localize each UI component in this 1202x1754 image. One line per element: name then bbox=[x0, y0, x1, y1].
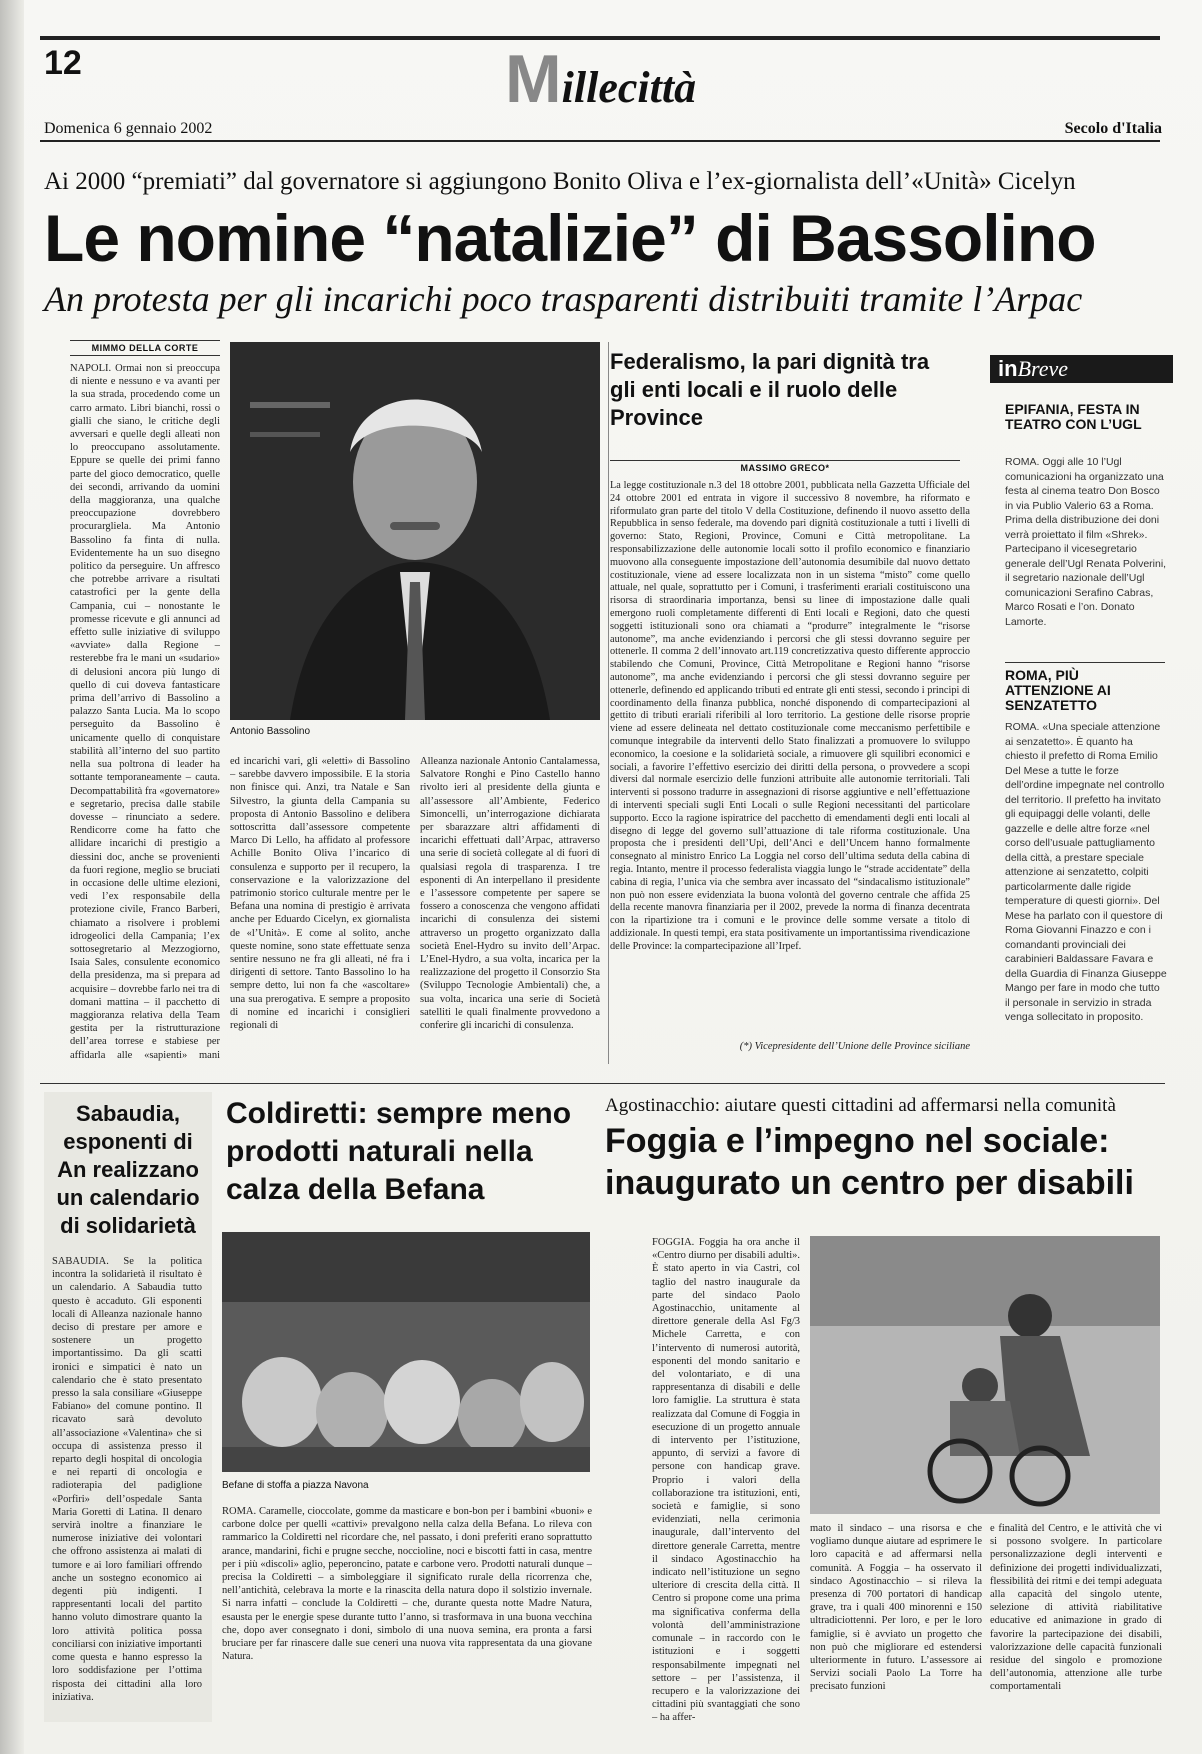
foggia-column-1: FOGGIA. Foggia ha ora anche il «Centro diurno per disabili adulti». È stato aperto in via Castri, col taglio del nastro inaugurale da parte del sindaco Paolo Agostinacchio, unitamente al direttore generale della Asl Fg/3 Michele Carretta, e con l’intervento di numerosi autorità, esponenti del mondo sanitario e del volontariato, e di una rappresentanza di disabili e delle loro famiglie. La struttura è stata realizzata dal Comune di Foggia in esecuzione di un progetto annuale di intervento per l’istituzione, appunto, di servizi a favore di persone con handicap grave. Proprio i valori della collaborazione tra istituzioni, enti, società e famiglie, si sono evidenziati, nella cerimonia inaugurale, dall’intervento del direttore generale Carretta, mentre il sindaco Agostinacchio ha indicato nell’istituzione un segno ulteriore di crescita della città. Il Centro si propone come una prima ma significativa conferma della volontà dell’amministrazione comunale – in raccordo con le istituzioni e i soggetti responsabilmente impegnati nel settore – per l’assistenza, il recupero e la valorizzazione dei cittadini più svantaggiati che sono – ha affer- bbox=[652, 1237, 800, 1724]
section-title bbox=[505, 41, 697, 117]
section-rest: illecittà bbox=[561, 63, 697, 112]
issue-date: Domenica 6 gennaio 2002 bbox=[44, 120, 213, 137]
foggia-column-3: e finalità del Centro, e le attività che vi si possono svolgere. In particolare personalizzazione degli interventi e definizione dei progetti individualizzati, flessibilità dei ritmi e dei tempi adeguata alla capacità del singolo utente, selezione di attività riabilitative educative ed animazione in grado di favorire la partecipazione dei disabili, valorizzazione delle capacità funzionali residue del singolo e promozione dell’autonomia, attenzione alle turbe comportamentali bbox=[990, 1523, 1162, 1693]
sabaudia-title: Sabaudia, esponenti di An realizzano un calendario di solidarietà bbox=[56, 1101, 200, 1238]
in-breve-label bbox=[990, 355, 1173, 383]
lead-column-3: Alleanza nazionale Antonio Cantalamessa, Salvatore Ronghi e Pino Castello hanno rivolto ieri al presidente della giunta e all’assessore all’Ambiente, Federico Simoncelli, un’interrogazione dichiarata per sbarazzare altri affidamenti di incarichi effettuati dall’Arpac, attraverso una serie di società collegate al di fuori di qualsiasi regola di trasparenza. I tre esponenti di An interpellano il presidente e l’assessore competente per sapere se fossero a conoscenza che vengono affidati incarichi di consulenza dei sistemi attraverso un progetto organizzato dalla società Enel-Hydro su invito dell’Arpac. L’Enel-Hydro, a sua volta, incarica per la realizzazione del progetto il Consorzio Sta (Sviluppo Tecnologie Ambientali) che, a sua volta, incarica una serie di Società satelliti le quali finalmente provvedono a conferire gli incarichi di consulenza. bbox=[420, 756, 600, 1032]
lead-byline: MIMMO DELLA CORTE bbox=[70, 340, 220, 356]
top-rule bbox=[40, 36, 1160, 40]
breve-2-text: ROMA. «Una speciale attenzione ai senzatetto». È quanto ha chiesto il prefetto di Roma Emilio Del Mese a tutte le forze dell’ordine impegnate nel controllo del territorio. Il prefetto ha invitato gli equipaggi delle volanti, delle gazzelle e delle altre forze «nel corso dell’usuale pattugliamento della città, a prestare speciale attenzione ai senzatetto, colpiti particolarmente dalle rigide temperature di questi giorni». Del Mese ha parlato con il questore di Roma Giovanni Finazzo e con i comandanti provinciali dei carabinieri Baldassare Favara e della Guardia di Finanza Giuseppe Mango per fare in modo che tutto il personale in servizio in strada venga sollecitato in proposito. bbox=[1005, 721, 1167, 1023]
coldiretti-body: ROMA. Caramelle, cioccolate, gomme da masticare e bon-bon per i bambini «buoni» e carbone dolce per quelli «cattivi» prevalgono nella calza della Befana. Lo rileva con rammarico la Coldiretti nel ricordare che, nel passato, i doni preferiti erano soprattutto arance, mandarini, fichi e prugne secche, noccioline, noci e biscotti fatti in casa, mentre per i più «discoli» aglio, peperoncino, patate e carbone vero. Prodotti naturali dunque – precisa la Coldiretti – a simboleggiare il significato rurale della ricorrenza che, nell’antichità, celebrava la morte e la rinascita della natura dopo il solstizio invernale. Si narra infatti – conclude la Coldiretti – che, durante questa notte Madre Natura, esausta per le energie spese durante tutto l’anno, si trasformava in una buona vecchina che, dopo aver consegnato i doni, simbolo di una nuova semina, era pronta a farsi bruciare per far rinascere dalle sue ceneri una nuova vita rappresentata da una giovane Natura. bbox=[222, 1506, 592, 1663]
bassolino-caption: Antonio Bassolino bbox=[230, 726, 311, 737]
column-divider bbox=[608, 342, 609, 1064]
wheelchair-illustration bbox=[810, 1236, 1160, 1514]
foggia-headline: Foggia e l’impegno nel sociale: inaugurato un centro per disabili bbox=[605, 1122, 1134, 1202]
lead-column-1: NAPOLI. Ormai non si preoccupa di niente e nessuno e va avanti per la sua strada, procedendo come un carro armato. Libri bianchi, rossi o gialli che siano, le critiche degli avversari e quelle degli alleati non lo preoccupano assolutamente. Eppure se quelle dei primi fanno parte del gioco democratico, quelle dei secondi, arrivando da uomini della maggioranza, una qualche preoccupazione dovrebbero procurargliela. Ma Antonio Bassolino fa finta di nulla. Evidentemente ha un suo disegno politico da perseguire. Un affresco che potrebbe arrivare a risultati catastrofici per la gente della Campania, cui – nonostante le promesse ricevute e gli annunci ad effetto sulle iniziative di sviluppo «avviate» dalla Regione – resterebbe fra le mani un «sudario» di delusioni ancora più lungo di quello di cui doveva fantasticare prima dell’arrivo di Bassolino a palazzo Santa Lucia. Ma lo scopo perseguito da Bassolino è unicamente quello di conquistare stabilità all’interno del suo partito nella sua poltrona di leader ha sottante temporaneamente – cauta. Decompattabilità fra «governatore» e segretario, precisa dalle stabile dovesse – rinunciato a sedere. Rendicorre come ha fatto che allidare incarichi di prestigio a diessini doc, anche se provenienti da fuori regione, meglio se bruciati in occasione delle ultime elezioni, vedi l’ex responsabile della protezione civile, Franco Barberi, chiamato a risolvere i problemi idrogeolici della Campania; l’ex sottosegretario al Mezzogiorno, Isaia Sales, consulente economico della presidenza, ma si prepara ad acquisire – dovrebbe farlo nei tra di domani mattina – il pacchetto di maggioranza relativa della Team gestita per la ristrutturazione dell’area torrese e stabiese per affidarla alle «sapienti» mani bbox=[70, 363, 220, 1061]
newspaper-name: Secolo d'Italia bbox=[1064, 120, 1162, 137]
federalismo-body: La legge costituzionale n.3 del 18 ottobre 2001, pubblicata nella Gazzetta Ufficiale del 24 ottobre 2001 ed entrata in vigore il successivo 8 novembre, ha riformato e riformulato gran parte del titolo V della Costituzione, definendo il nuovo assetto della Repubblica in senso federale, ma dovendo pari dignità costituzionale a tutti i livelli di governo: Stato, Regioni, Province, Comuni e Città metropolitane. La responsabilizzazione delle autonomie locali sotto il profilo economico e finanziario muovono alla conseguente impostazione dell’autonomia desumibile dal nuovo dettato costituzionale, viene ad essere localizzata non in un sistema “misto” come quello attuale, nel quale, soprattutto per i Comuni, i trasferimenti erariali costituiscono una risorsa di straordinaria importanza, bensì su linee di impostazione dalle quali emergono ruoli completamente differenti di Enti locali e Regioni, dato che questi soggetti istituzionali sono ora chiamati a “produrre” integralmente le “risorse autonome”, ma anche evidenziando i percorsi che gli stessi dovranno seguire per ottenerle. Il comma 2 dell’innovato art.119 concretizzativa questo differente approccio stabilendo che Comuni, Province, Città Metropolitane e Regioni hanno “risorse autonome”, ma anche evidenziando i percorsi che gli stessi dovranno seguire per ottenerle, definendo ed applicando tributi ed entrate gli enti stessi, secondo i principi di coordinamento della finanza pubblica, nonché disponendo di compartecipazioni al gettito di tributi erariali riferibili al loro territorio. La gestione delle risorse proprie viene ad essere delineata nel dettato costituzionale come meccanismo perfettibile e comunque integrabile da interventi dello Stato finalizzati a promuovere lo sviluppo economico, la coesione e la solidarietà sociale, a rimuovere gli squilibri economici e sociali, a favorire l’effettivo esercizio dei diritti della persona, o provvedere a scopi diversi dal normale esercizio delle funzioni attribuite alle autonomie territoriali. Tali interventi si possono tradurre in assegnazioni di risorse aggiuntive e nell’effettuazione di interventi speciali sugli Enti Locali o sulle Regioni necessitanti del particolare supporto. Ecco la ragione ispiratrice del pacchetto di emendamenti degli enti locali al disegno di legge del governo sull’attuazione di tale riforma costituzionale. Una proposta che i presidenti dell’Upi, dell’Anci e dell’Uncem hanno formalmente consegnato al ministro Enrico La Loggia nel corso dell’ultima seduta della cabina di regia. Intanto, mentre il processo federalista viaggia lungo le “strade accidentate” della cabina di regia, l’unica via che sembra aver incassato del “sindacalismo istituzionale” non può non essere evidenziata la buona volontà del governo centrale che affida 25 della recente manovra finanziaria per il 2002, prevede la norma di finanza decentrata con la ripartizione tra i comuni e le province delle somme versate a titolo di addizionale. In questi tempi, era stata positivamente un importantissima rivendicazione delle Province: la compartecipazione all’Irpef. bbox=[610, 480, 970, 952]
page-fold-shadow bbox=[0, 0, 24, 1754]
masthead-rule bbox=[40, 140, 1160, 142]
foggia-occhiello: Agostinacchio: aiutare questi cittadini ad affermarsi nella comunità bbox=[605, 1095, 1116, 1116]
bassolino-photo bbox=[230, 342, 600, 720]
foggia-column-2: mato il sindaco – una risorsa e che vogliamo dunque aiutare ad esprimere le loro capacità e ad affermarsi nella comunità. A Foggia – ha osservato il sindaco Agostinacchio – si rileva la presenza di 700 portatori di handicap grave, tra i quali 400 minorenni e 150 ultradiciottenni. Per loro, e per le loro famiglie, si è avviato un progetto che non può che migliorare ed estendersi ulteriormente in futuro. L’assessore ai Servizi sociali Paolo La Torre ha precisato funzioni bbox=[810, 1523, 982, 1693]
befane-caption: Befane di stoffa a piazza Navona bbox=[222, 1480, 369, 1491]
federalismo-byline: MASSIMO GRECO* bbox=[610, 460, 960, 475]
portrait-illustration bbox=[230, 342, 600, 720]
breve-2-title: ROMA, PIÙ ATTENZIONE AI SENZATETTO bbox=[1005, 667, 1111, 713]
in-breve-rest: Breve bbox=[1017, 356, 1069, 381]
breve-divider bbox=[1005, 662, 1165, 663]
section-initial: M bbox=[505, 41, 562, 117]
federalismo-title: Federalismo, la pari dignità tra gli enti locali e il ruolo delle Province bbox=[610, 349, 930, 430]
federalismo-footnote: (*) Vicepresidente dell’Unione delle Province siciliane bbox=[739, 1041, 970, 1052]
sabaudia-body: SABAUDIA. Se la politica incontra la solidarietà il risultato è un calendario. A Sabaudia tutto questo è accaduto. Gli esponenti locali di Alleanza nazionale hanno deciso di prestare per amore e sostenere un progetto importantissimo. Da gli scatti ironici e simpatici è nato un calendario che è stato presentato presso la sala consiliare «Giuseppe Fabiano» del comune pontino. Il ricavato sarà devoluto all’associazione «Valentina» che si occupa di assistenza presso il reparto degli hospital di oncologia e nei reparti di oncologia e radioterapia del padiglione «Porfiri» dell’ospedale Santa Maria Goretti di Latina. Il denaro servirà inoltre a finanziare le numerose iniziative dei volontari che offrono assistenza ai malati di tumore e ai loro familiari offrendo anche un sostegno economico ai degenti più indigenti. I rappresentanti locali del partito hanno voluto dimostrare quanto la loro attività politica possa conciliarsi con iniziative importanti come questa e hanno espresso la loro soddisfazione per l’ottima risposta dei cittadini alla loro iniziativa. bbox=[52, 1256, 202, 1703]
coldiretti-title: Coldiretti: sempre meno prodotti naturali nella calza della Befana bbox=[226, 1097, 572, 1206]
befane-photo bbox=[222, 1232, 590, 1472]
breve-1-text: ROMA. Oggi alle 10 l’Ugl comunicazioni ha organizzato una festa al cinema teatro Don Bosco in via Publio Valerio 63 a Roma. Prima della distribuzione dei doni verrà proiettato il film «Shrek». Partecipano il vicesegretario generale dell’Ugl Renata Polverini, il segretario nazionale dell’Ugl comunicazioni Serafino Cabras, Marco Rosati e l’on. Donato Lamorte. bbox=[1005, 456, 1167, 628]
in-breve-in: in bbox=[998, 356, 1018, 381]
section-separator bbox=[40, 1083, 1165, 1084]
page-number: 12 bbox=[44, 44, 82, 82]
lead-sommario: An protesta per gli incarichi poco trasparenti distribuiti tramite l’Arpac bbox=[44, 279, 1083, 319]
befane-illustration bbox=[222, 1232, 590, 1472]
breve-1-title: EPIFANIA, FESTA IN TEATRO CON L’UGL bbox=[1005, 401, 1142, 432]
lead-occhiello: Ai 2000 “premiati” dal governatore si aggiungono Bonito Oliva e l’ex-giornalista dell’«Unità» Cicelyn bbox=[44, 168, 1076, 195]
lead-headline: Le nomine “natalizie” di Bassolino bbox=[44, 201, 1096, 275]
disabili-photo bbox=[810, 1236, 1160, 1514]
lead-column-2: ed incarichi vari, gli «eletti» di Bassolino – sarebbe davvero impossibile. E la storia non finisce qui. Anzi, tra Natale e San Silvestro, la giunta della Campania su proposta di Antonio Bassolino e delibera sottoscritta dall’assessore competente Marco Di Lello, ha affidato al professore Achille Bonito Oliva l’incarico di consulenza e supporto per il recupero, la conservazione e la valorizzazione del patrimonio storico culturale mentre per le Befana una nomina di prestigio è arrivata anche per Eduardo Cicelyn, ex giornalista de «l’Unità». E come al solito, anche queste nomine, sono state effettuate senza sentire nessuno ne fra gli alleati, né fra i dirigenti di settore. Tanto Bassolino lo ha sempre detto, lui non fa che «ascoltare» una sua prerogativa. E sempre a proposito di nomine ed incarichi i consiglieri regionali di bbox=[230, 756, 410, 1032]
